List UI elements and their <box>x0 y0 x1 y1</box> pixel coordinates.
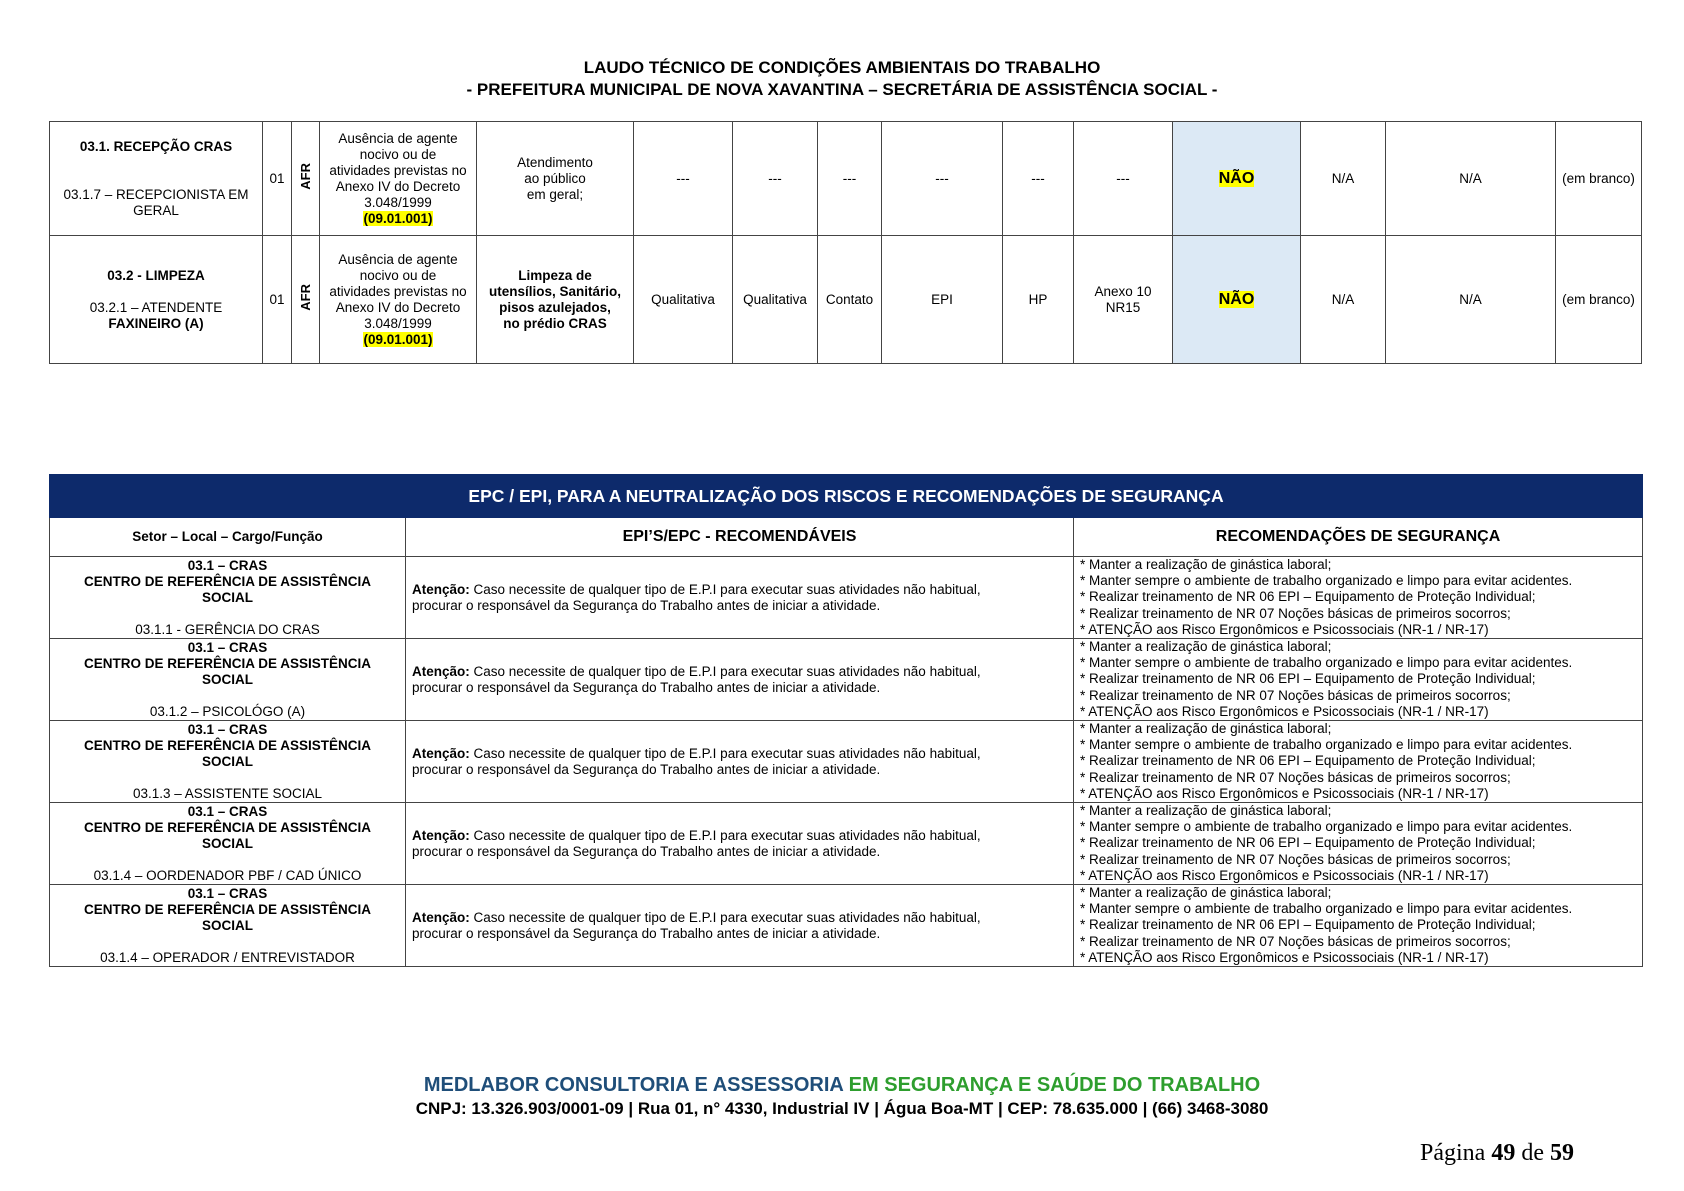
recommendation-item: * Realizar treinamento de NR 07 Noções básicas de primeiros socorros; <box>1080 687 1511 703</box>
code-highlight: (09.01.001) <box>363 210 433 226</box>
epi-recommendation-cell: Atenção: Caso necessite de qualquer tipo de E.P.I para executar suas atividades não habitual, procurar o responsável da Segurança do Trabalho antes de iniciar a atividade. <box>406 721 1074 803</box>
cell: Contato <box>818 236 882 364</box>
status-cell: NÃO <box>1173 122 1301 236</box>
company-address: CNPJ: 13.326.903/0001-09 | Rua 01, n° 4330, Industrial IV | Água Boa-MT | CEP: 78.635.000 | (66) 3468-3080 <box>415 1099 1269 1118</box>
recommendation-item: * Realizar treinamento de NR 07 Noções básicas de primeiros socorros; <box>1080 769 1511 785</box>
table-title-row <box>50 475 1643 518</box>
table-row <box>50 885 1643 967</box>
num-cell: 01 <box>263 236 292 364</box>
cell: N/A <box>1301 236 1386 364</box>
cargo-label: 03.1.3 – ASSISTENTE SOCIAL <box>132 785 323 801</box>
recommendation-item: * Manter a realização de ginástica laboral; <box>1080 639 1332 655</box>
document-header <box>0 57 1684 101</box>
epi-recommendation-cell: Atenção: Caso necessite de qualquer tipo de E.P.I para executar suas atividades não habitual, procurar o responsável da Segurança do Trabalho antes de iniciar a atividade. <box>406 639 1074 721</box>
table-row <box>50 236 1642 364</box>
recommendation-item: * Manter sempre o ambiente de trabalho organizado e limpo para evitar acidentes. <box>1080 573 1573 589</box>
recommendation-item: * ATENÇÃO aos Risco Ergonômicos e Psicossociais (NR-1 / NR-17) <box>1080 949 1489 965</box>
setor-cell: 03.1 – CRAS CENTRO DE REFERÊNCIA DE ASSISTÊNCIA SOCIAL 03.1.1 - GERÊNCIA DO CRAS <box>50 557 406 639</box>
recommendation-item: * Manter sempre o ambiente de trabalho organizado e limpo para evitar acidentes. <box>1080 655 1573 671</box>
recommendation-item: * Realizar treinamento de NR 06 EPI – Equipamento de Proteção Individual; <box>1080 589 1536 605</box>
cell: N/A <box>1386 122 1556 236</box>
setor-cell: 03.1. RECEPÇÃO CRAS 03.1.7 – RECEPCIONISTA EM GERAL <box>50 122 263 236</box>
cell: --- <box>818 122 882 236</box>
recommendation-item: * Manter a realização de ginástica laboral; <box>1080 885 1332 901</box>
status-cell: NÃO <box>1173 236 1301 364</box>
recommendation-item: * Realizar treinamento de NR 06 EPI – Equipamento de Proteção Individual; <box>1080 917 1536 933</box>
cell: --- <box>634 122 733 236</box>
recommendation-item: * Realizar treinamento de NR 07 Noções básicas de primeiros socorros; <box>1080 933 1511 949</box>
recommendation-item: * Manter a realização de ginástica laboral; <box>1080 557 1332 572</box>
recommendation-item: * Manter sempre o ambiente de trabalho organizado e limpo para evitar acidentes. <box>1080 901 1573 917</box>
recommendation-item: * Realizar treinamento de NR 07 Noções básicas de primeiros socorros; <box>1080 605 1511 621</box>
cell: --- <box>1003 122 1074 236</box>
header-subtitle: - PREFEITURA MUNICIPAL DE NOVA XAVANTINA – SECRETÁRIA DE ASSISTÊNCIA SOCIAL - <box>466 80 1218 99</box>
epi-recommendation-cell: Atenção: Caso necessite de qualquer tipo de E.P.I para executar suas atividades não habitual, procurar o responsável da Segurança do Trabalho antes de iniciar a atividade. <box>406 557 1074 639</box>
setor-cell: 03.1 – CRAS CENTRO DE REFERÊNCIA DE ASSISTÊNCIA SOCIAL 03.1.4 – OPERADOR / ENTREVISTADOR <box>50 885 406 967</box>
column-header: EPI’S/EPC - RECOMENDÁVEIS <box>406 518 1074 557</box>
cell: Qualitativa <box>634 236 733 364</box>
safety-recommendations-cell <box>1074 721 1643 803</box>
activity-cell: Atendimento ao público em geral; <box>477 122 634 236</box>
recommendation-item: * ATENÇÃO aos Risco Ergonômicos e Psicossociais (NR-1 / NR-17) <box>1080 867 1489 883</box>
recommendation-item: * Manter a realização de ginástica laboral; <box>1080 721 1332 737</box>
agent-cell: Ausência de agente nocivo ou de atividades previstas no Anexo IV do Decreto 3.048/1999 (09.01.001) <box>320 122 477 236</box>
activity-cell: Limpeza de utensílios, Sanitário, pisos azulejados, no prédio CRAS <box>477 236 634 364</box>
column-header: RECOMENDAÇÕES DE SEGURANÇA <box>1074 518 1643 557</box>
cell: (em branco) <box>1556 236 1642 364</box>
recommendation-item: * Realizar treinamento de NR 06 EPI – Equipamento de Proteção Individual; <box>1080 671 1536 687</box>
table-row <box>50 122 1642 236</box>
recommendation-item: * Manter sempre o ambiente de trabalho organizado e limpo para evitar acidentes. <box>1080 737 1573 753</box>
setor-cell: 03.1 – CRAS CENTRO DE REFERÊNCIA DE ASSISTÊNCIA SOCIAL 03.1.2 – PSICOLÓGO (A) <box>50 639 406 721</box>
safety-recommendations-cell <box>1074 803 1643 885</box>
safety-recommendations-cell <box>1074 557 1643 639</box>
epc-table <box>49 474 1643 967</box>
company-name: MEDLABOR CONSULTORIA E ASSESSORIA EM SEGURANÇA E SAÚDE DO TRABALHO <box>423 1074 1261 1096</box>
safety-recommendations-cell <box>1074 885 1643 967</box>
setor-cell: 03.2 - LIMPEZA 03.2.1 – ATENDENTE FAXINEIRO (A) <box>50 236 263 364</box>
recommendation-item: * Realizar treinamento de NR 06 EPI – Equipamento de Proteção Individual; <box>1080 753 1536 769</box>
page-number: Página 49 de 59 <box>1420 1140 1574 1166</box>
cargo-label: 03.1.4 – OPERADOR / ENTREVISTADOR <box>100 949 355 965</box>
cell: N/A <box>1301 122 1386 236</box>
safety-recommendations-cell <box>1074 639 1643 721</box>
table-row <box>50 803 1643 885</box>
epi-recommendation-cell: Atenção: Caso necessite de qualquer tipo de E.P.I para executar suas atividades não habitual, procurar o responsável da Segurança do Trabalho antes de iniciar a atividade. <box>406 885 1074 967</box>
cell: --- <box>733 122 818 236</box>
cargo-label: 03.1.4 – OORDENADOR PBF / CAD ÚNICO <box>93 867 362 883</box>
setor-cell: 03.1 – CRAS CENTRO DE REFERÊNCIA DE ASSISTÊNCIA SOCIAL 03.1.4 – OORDENADOR PBF / CAD ÚNICO <box>50 803 406 885</box>
type-cell: AFR <box>292 122 320 236</box>
cell: --- <box>1074 122 1173 236</box>
cell: HP <box>1003 236 1074 364</box>
table-title: EPC / EPI, PARA A NEUTRALIZAÇÃO DOS RISCOS E RECOMENDAÇÕES DE SEGURANÇA <box>50 475 1643 518</box>
table-row <box>50 639 1643 721</box>
table-row <box>50 557 1643 639</box>
recommendation-item: * Manter sempre o ambiente de trabalho organizado e limpo para evitar acidentes. <box>1080 819 1573 835</box>
cargo-label: 03.1.2 – PSICOLÓGO (A) <box>149 703 306 719</box>
recommendation-item: * Realizar treinamento de NR 06 EPI – Equipamento de Proteção Individual; <box>1080 835 1536 851</box>
code-highlight: (09.01.001) <box>363 331 433 347</box>
cell: N/A <box>1386 236 1556 364</box>
header-title: LAUDO TÉCNICO DE CONDIÇÕES AMBIENTAIS DO TRABALHO <box>583 58 1101 77</box>
risk-table <box>49 121 1642 364</box>
cell: Qualitativa <box>733 236 818 364</box>
type-cell: AFR <box>292 236 320 364</box>
cell: EPI <box>882 236 1003 364</box>
cell: Anexo 10 NR15 <box>1074 236 1173 364</box>
agent-cell: Ausência de agente nocivo ou de atividades previstas no Anexo IV do Decreto 3.048/1999 (09.01.001) <box>320 236 477 364</box>
num-cell: 01 <box>263 122 292 236</box>
column-header: Setor – Local – Cargo/Função <box>50 518 406 557</box>
recommendation-item: * Manter a realização de ginástica laboral; <box>1080 803 1332 819</box>
recommendation-item: * ATENÇÃO aos Risco Ergonômicos e Psicossociais (NR-1 / NR-17) <box>1080 621 1489 637</box>
setor-cell: 03.1 – CRAS CENTRO DE REFERÊNCIA DE ASSISTÊNCIA SOCIAL 03.1.3 – ASSISTENTE SOCIAL <box>50 721 406 803</box>
recommendation-item: * ATENÇÃO aos Risco Ergonômicos e Psicossociais (NR-1 / NR-17) <box>1080 703 1489 719</box>
table-row <box>50 721 1643 803</box>
cell: --- <box>882 122 1003 236</box>
recommendation-item: * Realizar treinamento de NR 07 Noções básicas de primeiros socorros; <box>1080 851 1511 867</box>
recommendation-item: * ATENÇÃO aos Risco Ergonômicos e Psicossociais (NR-1 / NR-17) <box>1080 785 1489 801</box>
epi-recommendation-cell: Atenção: Caso necessite de qualquer tipo de E.P.I para executar suas atividades não habitual, procurar o responsável da Segurança do Trabalho antes de iniciar a atividade. <box>406 803 1074 885</box>
cell: (em branco) <box>1556 122 1642 236</box>
cargo-label: 03.1.1 - GERÊNCIA DO CRAS <box>135 621 320 637</box>
table-header-row <box>50 518 1643 557</box>
